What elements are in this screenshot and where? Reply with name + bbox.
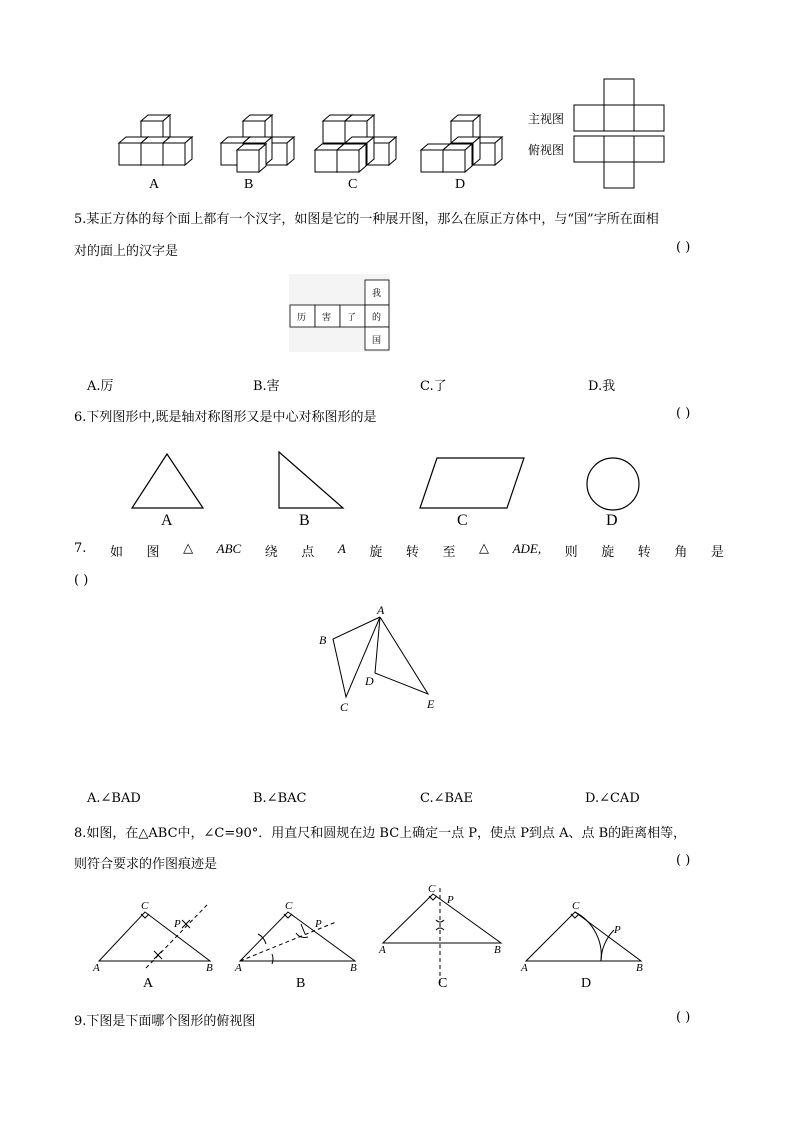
q5-net-char-5: 的 <box>372 313 382 323</box>
q5-net-char-6: 国 <box>372 336 382 346</box>
q7-point-e: E <box>427 697 435 711</box>
q5-net-char-4: 我 <box>372 289 382 299</box>
q5-option-c: C.了 <box>420 379 447 394</box>
q4-front-view-label: 主视图 <box>528 112 565 126</box>
q8-figure-b <box>240 912 355 964</box>
q8-b-point-c: C <box>285 900 293 912</box>
q8-text-line1: 8.如图，在△ABC中，∠C=90°．用直尺和圆规在边 BC上确定一点 P，使点 P到点 A、点 B的距离相等， <box>74 826 687 841</box>
q7-option-c: C.∠BAE <box>420 791 473 806</box>
q4-top-view-label: 俯视图 <box>528 143 565 157</box>
q8-d-point-b: B <box>636 962 643 974</box>
q5-answer-paren: ( ) <box>676 240 691 255</box>
q8-b-point-b: B <box>350 962 357 974</box>
q6-text: 6.下列图形中,既是轴对称图形又是中心对称图形的是 <box>74 410 377 425</box>
q5-option-b: B.害 <box>253 379 280 394</box>
q6-option-d-label: D <box>606 512 618 529</box>
q8-text-line2: 则符合要求的作图痕迹是 <box>74 857 218 872</box>
q7-point-d: D <box>365 674 374 688</box>
q5-text-line1: 5.某正方体的每个面上都有一个汉字，如图是它的一种展开图，那么在原正方体中，与“国”字所在面相 <box>74 212 659 227</box>
q7-option-b: B.∠BAC <box>253 791 307 806</box>
q9-answer-paren: ( ) <box>676 1010 691 1025</box>
q8-option-b-label: B <box>296 976 306 991</box>
q5-net-char-2: 害 <box>322 313 332 323</box>
q6-option-b-label: B <box>299 512 310 529</box>
q7-option-d: D.∠CAD <box>585 791 640 806</box>
q8-a-point-b: B <box>206 962 213 974</box>
q7-text: 7. 如 图 △ ABC 绕 点 A 旋 转 至 △ ADE, 则 旋 转 角 是 <box>74 541 724 560</box>
q6-option-c-label: C <box>457 512 468 529</box>
q9-text: 9.下图是下面哪个图形的俯视图 <box>74 1014 256 1029</box>
q8-a-point-a: A <box>93 962 100 974</box>
q4-option-a-label: A <box>149 177 160 192</box>
q5-net-char-1: 历 <box>297 313 307 323</box>
q7-point-c: C <box>340 700 349 714</box>
q8-b-point-a: A <box>235 962 242 974</box>
q5-option-d: D.我 <box>588 379 616 394</box>
q5-text-line2: 对的面上的汉字是 <box>74 244 179 259</box>
q7-option-a: A.∠BAD <box>87 791 141 806</box>
q8-c-point-a: A <box>379 944 386 956</box>
q8-figure-c <box>383 888 501 985</box>
q8-option-d-label: D <box>581 976 592 991</box>
q8-d-point-p: P <box>614 924 621 936</box>
q8-figure-d <box>526 912 641 961</box>
q8-option-a-label: A <box>143 976 154 991</box>
q8-figure-a <box>99 905 210 968</box>
q4-option-c-label: C <box>348 177 358 192</box>
q8-c-point-p: P <box>447 894 454 906</box>
q8-a-point-p: P <box>174 918 181 930</box>
q8-option-c-label: C <box>438 976 448 991</box>
q4-option-b-label: B <box>244 177 254 192</box>
q4-option-d-label: D <box>455 177 466 192</box>
q8-answer-paren: ( ) <box>676 853 691 868</box>
q7-answer-paren: ( ) <box>74 573 89 588</box>
q8-a-point-c: C <box>141 900 149 912</box>
q7-point-b: B <box>319 633 327 647</box>
q5-net-char-3: 了 <box>347 313 357 323</box>
q6-answer-paren: ( ) <box>676 406 691 421</box>
q8-b-point-p: P <box>315 918 322 930</box>
q7-point-a: A <box>377 603 385 617</box>
q8-c-point-c: C <box>428 883 436 895</box>
q8-d-point-c: C <box>572 900 580 912</box>
q5-option-a: A.厉 <box>87 379 114 394</box>
q8-c-point-b: B <box>494 944 501 956</box>
q6-option-a-label: A <box>161 512 173 529</box>
q8-d-point-a: A <box>521 962 528 974</box>
